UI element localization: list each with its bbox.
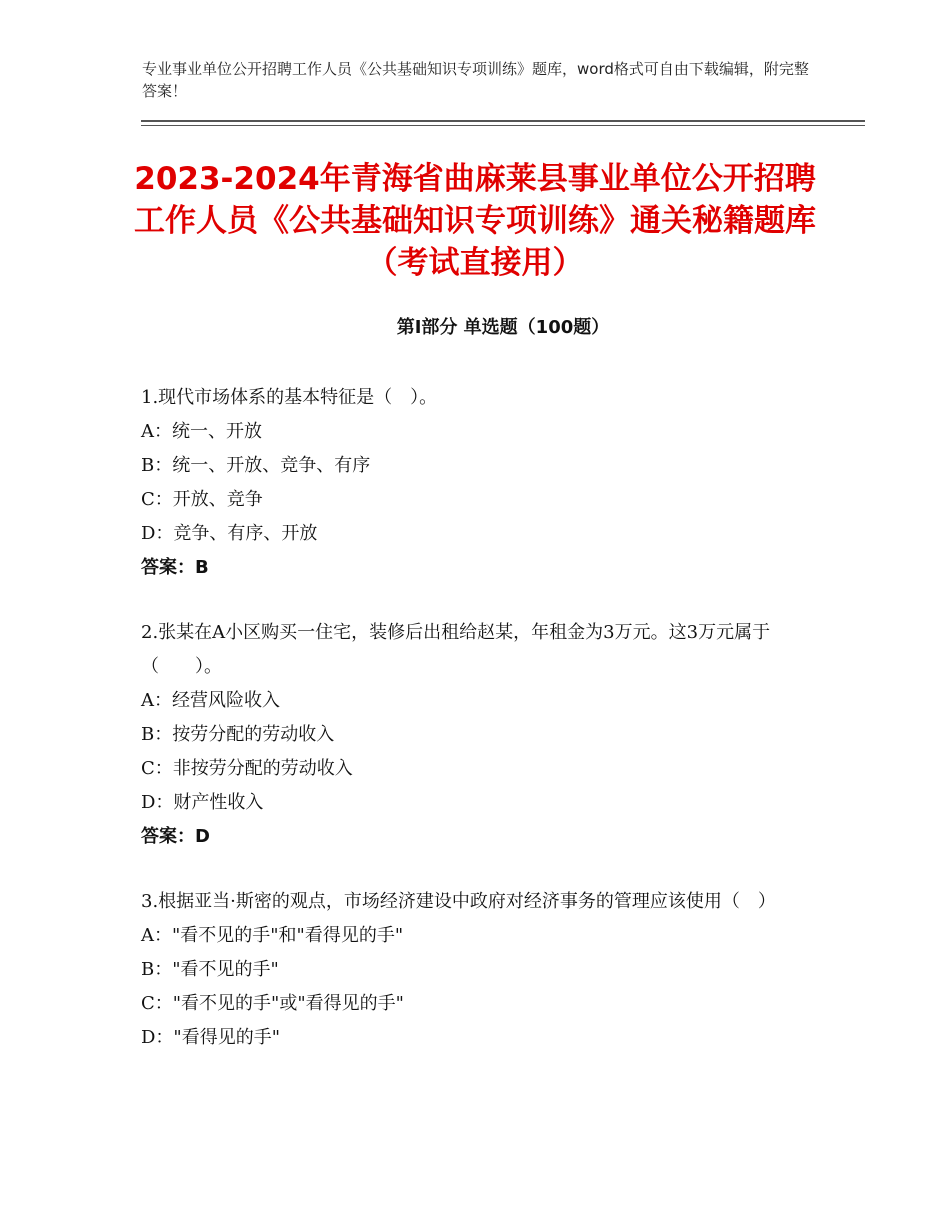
- option-b: B："看不见的手": [141, 959, 279, 980]
- option-a: A：经营风险收入: [141, 690, 280, 711]
- option-d: D：竞争、有序、开放: [141, 523, 318, 544]
- option-c: C：非按劳分配的劳动收入: [141, 758, 353, 779]
- option-a: A：统一、开放: [141, 421, 262, 442]
- option-d: D："看得见的手": [141, 1027, 280, 1048]
- option-b: B：统一、开放、竞争、有序: [141, 455, 371, 476]
- option-b: B：按劳分配的劳动收入: [141, 724, 335, 745]
- document-title: 2023-2024年青海省曲麻莱县事业单位公开招聘工作人员《公共基础知识专项训练》通关秘籍题库（考试直接用）: [134, 161, 816, 281]
- header-note: 专业事业单位公开招聘工作人员《公共基础知识专项训练》题库，word格式可自由下载编辑，附完整答案！: [142, 60, 809, 100]
- section-title: 第Ⅰ部分 单选题（100题）: [396, 317, 610, 338]
- question-stem: 1.现代市场体系的基本特征是（ ）。: [141, 387, 438, 408]
- header-rule-thin: [141, 125, 865, 126]
- question-3: [141, 885, 816, 1055]
- question-stem: 3.根据亚当·斯密的观点，市场经济建设中政府对经济事务的管理应该使用（ ）: [141, 891, 776, 912]
- answer: 答案：B: [141, 557, 209, 578]
- question-stem: 2.张某在A小区购买一住宅，装修后出租给赵某，年租金为3万元。这3万元属于（ ）。: [141, 622, 771, 677]
- question-2: [141, 616, 816, 854]
- question-list: [141, 381, 816, 1086]
- header-rule-thick: [141, 120, 865, 122]
- option-a: A："看不见的手"和"看得见的手": [141, 925, 404, 946]
- option-d: D：财产性收入: [141, 792, 264, 813]
- question-1: [141, 381, 816, 585]
- option-c: C：开放、竞争: [141, 489, 263, 510]
- option-c: C："看不见的手"或"看得见的手": [141, 993, 404, 1014]
- answer: 答案：D: [141, 826, 210, 847]
